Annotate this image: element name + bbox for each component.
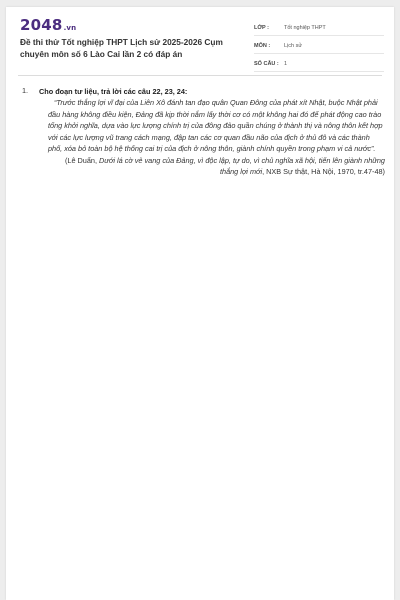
meta-label-class: LỚP : [254, 24, 269, 31]
question-block [20, 86, 385, 178]
source-book-title: Dưới lá cờ vẻ vang của Đảng, vì độc lập, tự do, vì chủ nghĩa xã hội, tiến lên giành những thắng lợi mới [99, 155, 385, 176]
meta-row-class [254, 20, 384, 36]
document-page [6, 7, 394, 600]
header-divider [18, 75, 382, 76]
meta-value-subject: Lịch sử [284, 42, 303, 49]
logo-suffix: .vn [63, 24, 77, 32]
meta-row-subject [254, 38, 384, 54]
source-suffix: , NXB Sự thật, Hà Nội, 1970, tr.47-48) [262, 167, 385, 176]
document-title: Đề thi thử Tốt nghiệp THPT Lịch sử 2025-2026 Cụm chuyên môn số 6 Lào Cai lần 2 có đáp án [20, 37, 223, 59]
meta-label-question-count: SỐ CÂU : [254, 60, 279, 67]
source-prefix: (Lê Duẩn, [64, 155, 100, 165]
question-quote: “Trước thắng lợi vĩ đại của Liên Xô đánh tan đạo quân Quan Đông của phát xít Nhật, buộc Nhật phải đầu hàng không điều kiện, Đảng đã kịp thời nắm lấy thời cơ có một không hai đó để phát động cao trào tổng khởi nghĩa, dựa vào lực lượng chính trị của đông đảo quần chúng ở thành thị và nông thôn kết hợp với các lực lượng vũ trang cách mạng, đập tan các cơ quan đầu não của địch ở thủ đô và các thành phố, xóa bỏ toàn bộ hệ thống cai trị của địch ở nông thôn, giành chính quyền trong phạm vi cả nước”. [48, 98, 383, 153]
logo-main: 2048 [20, 16, 63, 34]
meta-info [254, 20, 384, 74]
question-heading: Cho đoạn tư liệu, trả lời các câu 22, 23, 24: [39, 87, 188, 96]
site-logo[interactable] [20, 16, 76, 34]
question-number: 1. [22, 86, 29, 95]
meta-value-question-count: 1 [284, 60, 288, 67]
meta-label-subject: MÔN : [254, 42, 271, 49]
meta-value-class: Tốt nghiệp THPT [284, 24, 326, 31]
question-source [48, 155, 385, 178]
meta-row-question-count [254, 56, 384, 72]
